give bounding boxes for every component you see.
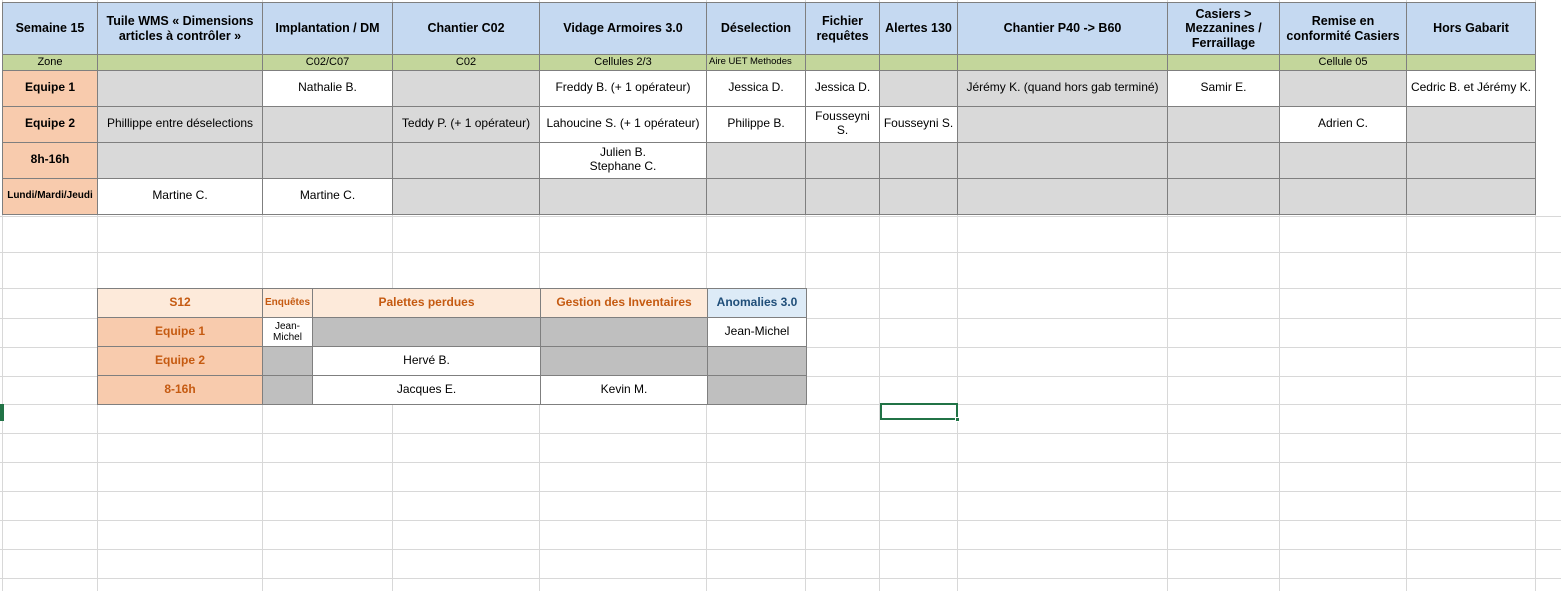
- cell-equipe2-alertes-130[interactable]: Fousseyni S.: [880, 106, 958, 142]
- zone-cell-remise-conformite[interactable]: Cellule 05: [1280, 55, 1407, 71]
- table-row: [98, 376, 807, 405]
- cell-equipe1-casiers[interactable]: Samir E.: [1168, 70, 1280, 106]
- cell-8h16h-tuile-wms[interactable]: [98, 142, 263, 178]
- cell-equipe1-tuile-wms[interactable]: [98, 70, 263, 106]
- cell-lmj-chantier-p40[interactable]: [958, 178, 1168, 214]
- zone-label[interactable]: Zone: [3, 55, 98, 71]
- row-label-equipe-1[interactable]: Equipe 1: [3, 70, 98, 106]
- cell-equipe2-deselection[interactable]: Philippe B.: [707, 106, 806, 142]
- cell-lmj-vidage-armoires[interactable]: [540, 178, 707, 214]
- cell-lmj-chantier-c02[interactable]: [393, 178, 540, 214]
- header-cell-casiers-mezzanines[interactable]: Casiers > Mezzanines / Ferraillage: [1168, 3, 1280, 55]
- cell-lmj-remise-conformite[interactable]: [1280, 178, 1407, 214]
- cell-s12-816h-palettes[interactable]: Jacques E.: [313, 376, 541, 405]
- cell-s12-equipe2-palettes[interactable]: Hervé B.: [313, 347, 541, 376]
- cell-8h16h-vidage-armoires[interactable]: [540, 142, 707, 178]
- cell-equipe2-implantation[interactable]: [263, 106, 393, 142]
- cell-s12-816h-enquetes[interactable]: [263, 376, 313, 405]
- cell-s12-equipe1-enquetes[interactable]: Jean-Michel: [263, 318, 313, 347]
- cell-equipe2-fichier-requetes[interactable]: Fousseyni S.: [806, 106, 880, 142]
- row-selection-marker: [0, 404, 4, 421]
- cell-8h16h-chantier-p40[interactable]: [958, 142, 1168, 178]
- cell-equipe1-hors-gabarit[interactable]: Cedric B. et Jérémy K.: [1407, 70, 1536, 106]
- selection-fill-handle[interactable]: [955, 417, 960, 422]
- cell-s12-equipe2-enquetes[interactable]: [263, 347, 313, 376]
- header-cell-s12[interactable]: S12: [98, 289, 263, 318]
- cell-equipe2-casiers[interactable]: [1168, 106, 1280, 142]
- cell-lmj-tuile-wms[interactable]: Martine C.: [98, 178, 263, 214]
- zone-cell-deselection[interactable]: Aire UET Methodes: [707, 55, 806, 71]
- header-cell-chantier-c02[interactable]: Chantier C02: [393, 3, 540, 55]
- cell-equipe1-chantier-c02[interactable]: [393, 70, 540, 106]
- cell-equipe1-deselection[interactable]: Jessica D.: [707, 70, 806, 106]
- header-cell-anomalies-30[interactable]: Anomalies 3.0: [708, 289, 807, 318]
- zone-row: [3, 55, 1536, 71]
- cell-s12-equipe1-anomalies[interactable]: Jean-Michel: [708, 318, 807, 347]
- cell-8h16h-casiers[interactable]: [1168, 142, 1280, 178]
- cell-s12-816h-anomalies[interactable]: [708, 376, 807, 405]
- cell-lmj-fichier-requetes[interactable]: [806, 178, 880, 214]
- cell-s12-816h-inventaires[interactable]: Kevin M.: [541, 376, 708, 405]
- table-row: [3, 178, 1536, 214]
- row-label-s12-8-16h[interactable]: 8-16h: [98, 376, 263, 405]
- row-label-s12-equipe-1[interactable]: Equipe 1: [98, 318, 263, 347]
- cell-8h16h-implantation[interactable]: [263, 142, 393, 178]
- planning-table-semaine-15[interactable]: [2, 2, 1536, 215]
- cell-equipe2-vidage-armoires[interactable]: Lahoucine S. (+ 1 opérateur): [540, 106, 707, 142]
- zone-cell-implantation[interactable]: C02/C07: [263, 55, 393, 71]
- row-label-equipe-2[interactable]: Equipe 2: [3, 106, 98, 142]
- planning-table-s12[interactable]: [97, 288, 807, 405]
- cell-s12-equipe1-inventaires[interactable]: [541, 318, 708, 347]
- table-row: [3, 142, 1536, 178]
- cell-s12-equipe2-anomalies[interactable]: [708, 347, 807, 376]
- header-cell-alertes-130[interactable]: Alertes 130: [880, 3, 958, 55]
- cell-equipe2-tuile-wms[interactable]: Phillippe entre déselections: [98, 106, 263, 142]
- cell-equipe2-chantier-p40[interactable]: [958, 106, 1168, 142]
- table-header-row: [98, 289, 807, 318]
- header-cell-semaine[interactable]: Semaine 15: [3, 3, 98, 55]
- cell-8h16h-alertes-130[interactable]: [880, 142, 958, 178]
- header-cell-enquetes[interactable]: Enquêtes: [263, 289, 313, 318]
- header-cell-chantier-p40[interactable]: Chantier P40 -> B60: [958, 3, 1168, 55]
- cell-8h16h-chantier-c02[interactable]: [393, 142, 540, 178]
- cell-equipe1-vidage-armoires[interactable]: Freddy B. (+ 1 opérateur): [540, 70, 707, 106]
- row-label-lundi-mardi-jeudi[interactable]: Lundi/Mardi/Jeudi: [3, 178, 98, 214]
- header-cell-fichier-requetes[interactable]: Fichier requêtes: [806, 3, 880, 55]
- row-label-8h-16h[interactable]: 8h-16h: [3, 142, 98, 178]
- cell-equipe2-chantier-c02[interactable]: Teddy P. (+ 1 opérateur): [393, 106, 540, 142]
- zone-cell-casiers[interactable]: [1168, 55, 1280, 71]
- cell-8h16h-remise-conformite[interactable]: [1280, 142, 1407, 178]
- header-cell-tuile-wms[interactable]: Tuile WMS « Dimensions articles à contrôler »: [98, 3, 263, 55]
- header-cell-remise-conformite[interactable]: Remise en conformité Casiers: [1280, 3, 1407, 55]
- cell-equipe1-fichier-requetes[interactable]: Jessica D.: [806, 70, 880, 106]
- cell-lmj-hors-gabarit[interactable]: [1407, 178, 1536, 214]
- active-cell-selection[interactable]: [880, 403, 958, 420]
- header-cell-vidage-armoires[interactable]: Vidage Armoires 3.0: [540, 3, 707, 55]
- cell-8h16h-fichier-requetes[interactable]: [806, 142, 880, 178]
- zone-cell-chantier-c02[interactable]: C02: [393, 55, 540, 71]
- header-cell-palettes-perdues[interactable]: Palettes perdues: [313, 289, 541, 318]
- header-cell-implantation[interactable]: Implantation / DM: [263, 3, 393, 55]
- cell-8h16h-deselection[interactable]: [707, 142, 806, 178]
- cell-lmj-alertes-130[interactable]: [880, 178, 958, 214]
- cell-equipe1-chantier-p40[interactable]: Jérémy K. (quand hors gab terminé): [958, 70, 1168, 106]
- table-row: [3, 70, 1536, 106]
- cell-text-julien-stephane: Julien B. Stephane C.: [589, 145, 657, 174]
- zone-cell-tuile-wms[interactable]: [98, 55, 263, 71]
- header-cell-hors-gabarit[interactable]: Hors Gabarit: [1407, 3, 1536, 55]
- cell-s12-equipe2-inventaires[interactable]: [541, 347, 708, 376]
- table-header-row: [3, 3, 1536, 55]
- cell-lmj-casiers[interactable]: [1168, 178, 1280, 214]
- table-row: [98, 347, 807, 376]
- cell-8h16h-hors-gabarit[interactable]: [1407, 142, 1536, 178]
- zone-cell-chantier-p40[interactable]: [958, 55, 1168, 71]
- table-row: [3, 106, 1536, 142]
- zone-cell-fichier-requetes[interactable]: [806, 55, 880, 71]
- zone-cell-hors-gabarit[interactable]: [1407, 55, 1536, 71]
- row-label-s12-equipe-2[interactable]: Equipe 2: [98, 347, 263, 376]
- cell-equipe1-remise-conformite[interactable]: [1280, 70, 1407, 106]
- cell-lmj-deselection[interactable]: [707, 178, 806, 214]
- cell-equipe1-alertes-130[interactable]: [880, 70, 958, 106]
- cell-equipe1-implantation[interactable]: Nathalie B.: [263, 70, 393, 106]
- header-cell-gestion-inventaires[interactable]: Gestion des Inventaires: [541, 289, 708, 318]
- cell-s12-equipe1-palettes[interactable]: [313, 318, 541, 347]
- cell-lmj-implantation[interactable]: Martine C.: [263, 178, 393, 214]
- cell-equipe2-hors-gabarit[interactable]: [1407, 106, 1536, 142]
- cell-equipe2-remise-conformite[interactable]: Adrien C.: [1280, 106, 1407, 142]
- zone-cell-vidage-armoires[interactable]: Cellules 2/3: [540, 55, 707, 71]
- header-cell-deselection[interactable]: Déselection: [707, 3, 806, 55]
- table-row: [98, 318, 807, 347]
- zone-cell-alertes-130[interactable]: [880, 55, 958, 71]
